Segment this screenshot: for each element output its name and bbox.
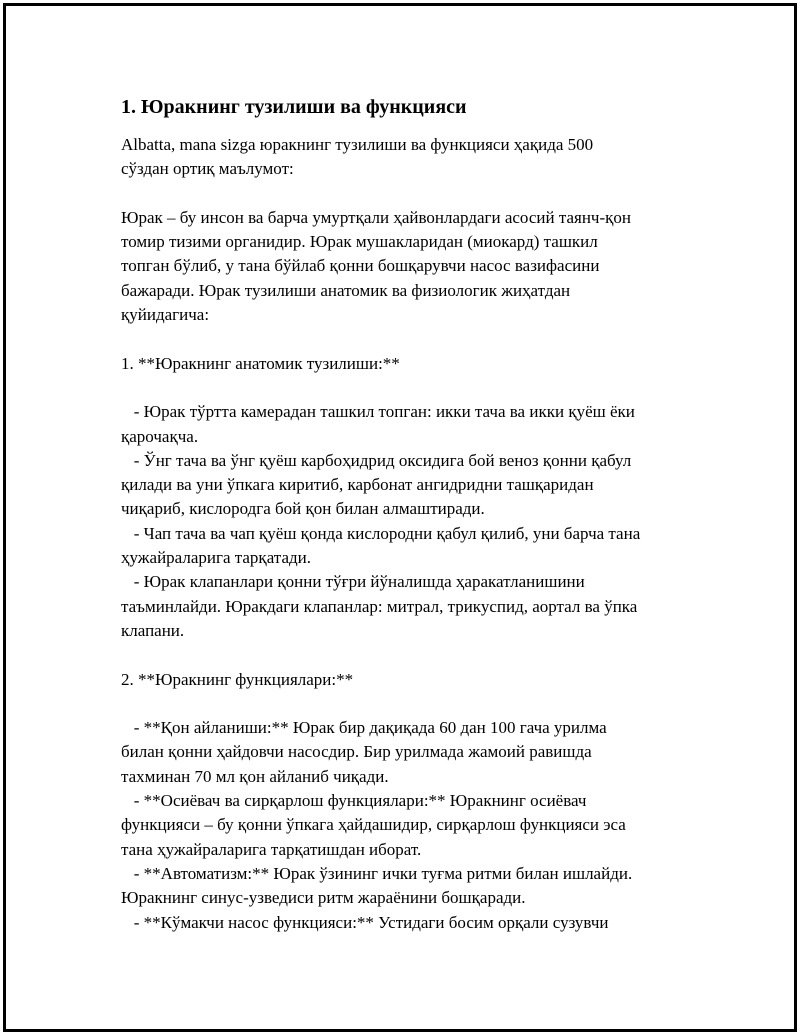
document-title: 1. Юракнинг тузилиши ва функцияси: [121, 96, 467, 118]
list-item-line: тана ҳужайраларига тарқатишдан иборат.: [121, 839, 422, 859]
functions-list: [121, 716, 701, 935]
list-item-line: функцияси – бу қонни ўпкага ҳайдашидир, сирқарлош функцияси эса: [121, 815, 626, 835]
list-item-line: қилади ва уни ўпкага киритиб, карбонат ангидридни ташқаридан: [121, 475, 594, 495]
list-item-line: чиқариб, кислородга бой қон билан алмаштиради.: [121, 499, 485, 519]
intro-paragraph: [121, 133, 701, 182]
paragraph-spacer: [121, 376, 701, 400]
paragraph-spacer: [121, 692, 701, 716]
list-item-line: қарочақча.: [121, 426, 199, 446]
list-item-line: клапани.: [121, 620, 185, 640]
text-line: қуйидагича:: [121, 305, 210, 325]
text-line: Юрак – бу инсон ва барча умуртқали ҳайвонлардаги асосий таянч-қон: [121, 207, 631, 227]
list-item-line: - **Кўмакчи насос функцияси:** Устидаги босим орқали сузувчи: [121, 912, 609, 932]
list-item-line: - Чап тача ва чап қуёш қонда кислородни қабул қилиб, уни барча тана: [121, 523, 641, 543]
list-item-line: - Юрак клапанлари қонни тўғри йўналишда ҳаракатланишини: [121, 572, 585, 592]
section-heading-functions: 2. **Юракнинг функциялари:**: [121, 669, 354, 689]
definition-paragraph: [121, 206, 701, 327]
paragraph-spacer: [121, 182, 701, 206]
list-item-line: - Юрак тўртта камерадан ташкил топган: икки тача ва икки қуёш ёки: [121, 402, 635, 422]
paragraph-spacer: [121, 327, 701, 351]
text-line: Albatta, mana sizga юракнинг тузилиши ва функцияси ҳақида 500: [121, 135, 594, 154]
anatomy-list: [121, 400, 701, 643]
list-item-line: - Ўнг тача ва ўнг қуёш карбоҳидрид оксидига бой веноз қонни қабул: [121, 450, 632, 470]
document-body: [121, 95, 701, 935]
list-item-line: Юракнинг синус-узведиси ритм жараёнини бошқаради.: [121, 888, 526, 908]
text-line: томир тизими органидир. Юрак мушакларидан (миокард) ташкил: [121, 232, 598, 252]
paragraph-spacer: [121, 643, 701, 667]
document-page: [3, 3, 797, 1032]
section-heading-anatomy: 1. **Юракнинг анатомик тузилиши:**: [121, 353, 400, 373]
list-item-line: ҳужайраларига тарқатади.: [121, 548, 311, 568]
text-line: бажаради. Юрак тузилиши анатомик ва физиологик жиҳатдан: [121, 280, 571, 300]
list-item-line: - **Қон айланиши:** Юрак бир дақиқада 60 дан 100 гача урилма: [121, 718, 607, 738]
list-item-line: - **Осиёвач ва сирқарлош функциялари:** Юракнинг осиёвач: [121, 791, 587, 811]
list-item-line: - **Автоматизм:** Юрак ўзининг ички туғма ритми билан ишлайди.: [121, 863, 633, 883]
list-item-line: таъминлайди. Юракдаги клапанлар: митрал, трикуспид, аортал ва ўпка: [121, 596, 638, 616]
list-item-line: тахминан 70 мл қон айланиб чиқади.: [121, 766, 389, 786]
text-line: сўздан ортиқ маълумот:: [121, 159, 294, 179]
text-line: топган бўлиб, у тана бўйлаб қонни бошқарувчи насос вазифасини: [121, 256, 600, 276]
list-item-line: билан қонни ҳайдовчи насосдир. Бир урилмада жамоий равишда: [121, 742, 592, 762]
